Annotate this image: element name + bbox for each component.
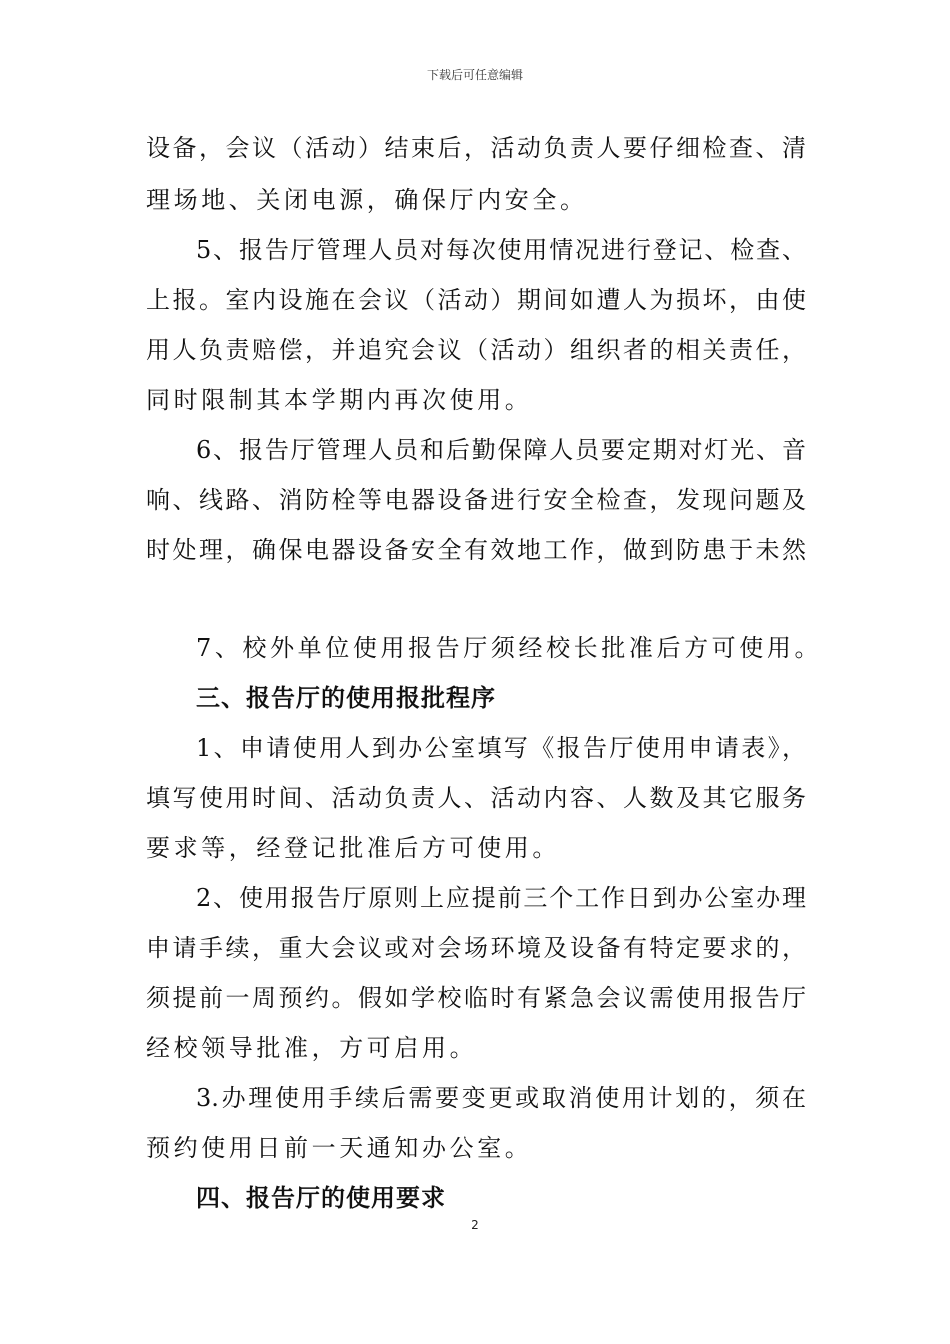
paragraph-line: 填写使用时间、活动负责人、活动内容、人数及其它服务 — [146, 784, 806, 812]
paragraph-line: 上报。室内设施在会议（活动）期间如遭人为损坏，由使 — [146, 286, 806, 314]
paragraph-line: 响、线路、消防栓等电器设备进行安全检查，发现问题及 — [146, 486, 806, 514]
paragraph-line: 设备，会议（活动）结束后，活动负责人要仔细检查、清 — [146, 134, 806, 162]
section-heading-3: 三、报告厅的使用报批程序 — [196, 684, 496, 712]
paragraph-line: 用人负责赔偿，并追究会议（活动）组织者的相关责任， — [146, 336, 806, 364]
paragraph-line: 1、申请使用人到办公室填写《报告厅使用申请表》， — [196, 734, 806, 762]
paragraph-5-line: 5、报告厅管理人员对每次使用情况进行登记、检查、 — [196, 236, 806, 264]
page-header: 下载后可任意编辑 — [426, 68, 523, 82]
paragraph-line: 2、使用报告厅原则上应提前三个工作日到办公室办理 — [196, 884, 806, 912]
paragraph-line: 申请手续，重大会议或对会场环境及设备有特定要求的， — [146, 934, 806, 962]
paragraph-line: 时处理，确保电器设备安全有效地工作，做到防患于未然 — [146, 536, 806, 564]
paragraph-line: 要求等，经登记批准后方可使用。 — [146, 834, 560, 862]
paragraph-line: 预约使用日前一天通知办公室。 — [146, 1134, 533, 1162]
section-heading-4: 四、报告厅的使用要求 — [196, 1184, 446, 1212]
paragraph-line: 理场地、关闭电源，确保厅内安全。 — [146, 186, 588, 214]
paragraph-line: 3.办理使用手续后需要变更或取消使用计划的，须在 — [196, 1084, 806, 1112]
paragraph-line: 经校领导批准，方可启用。 — [146, 1034, 478, 1062]
paragraph-7-line: 7、校外单位使用报告厅须经校长批准后方可使用。 — [196, 634, 823, 662]
page-number: 2 — [471, 1218, 479, 1232]
paragraph-line: 同时限制其本学期内再次使用。 — [146, 386, 533, 414]
paragraph-6-line: 6、报告厅管理人员和后勤保障人员要定期对灯光、音 — [196, 436, 806, 464]
paragraph-line: 须提前一周预约。假如学校临时有紧急会议需使用报告厅 — [146, 984, 806, 1012]
